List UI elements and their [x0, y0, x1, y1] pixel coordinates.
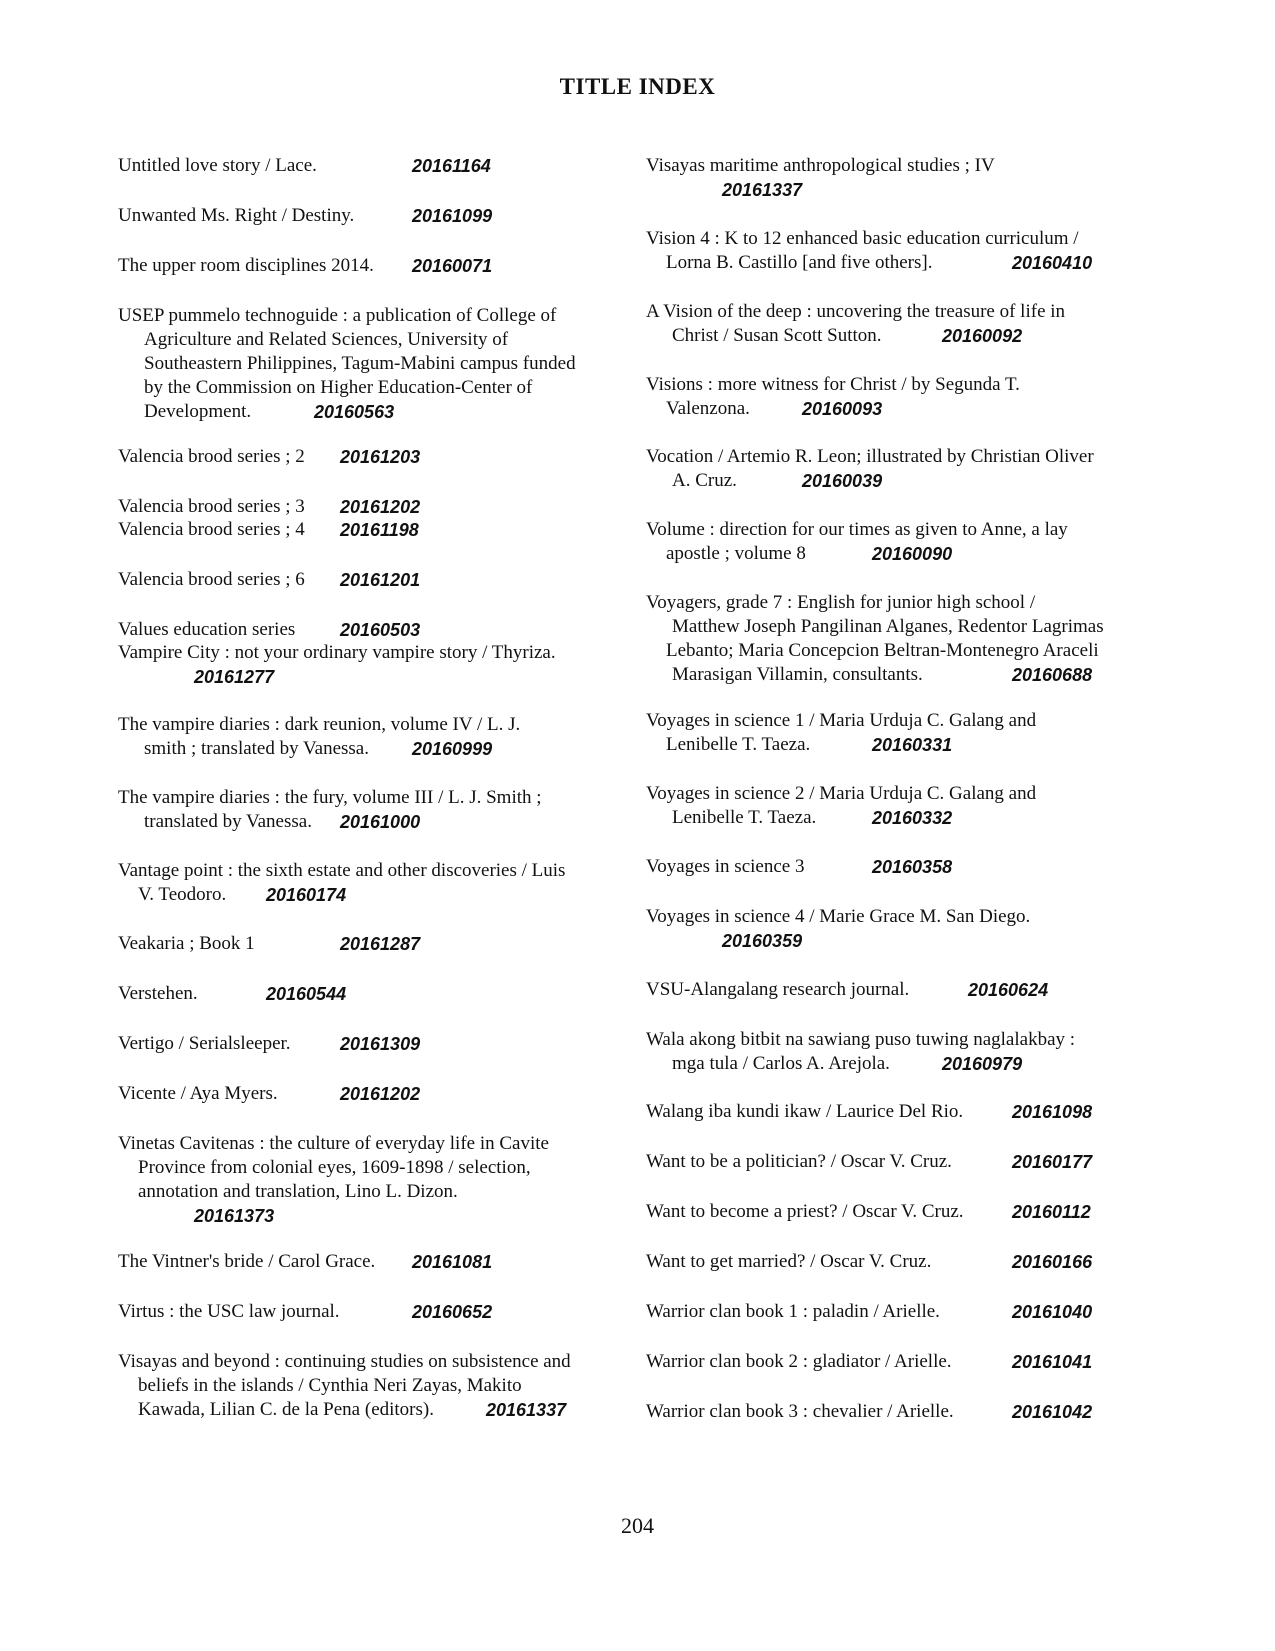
entry-id: 20160688 — [1012, 665, 1093, 685]
entry-title: Valencia brood series ; 3 — [118, 496, 305, 517]
page-number: 204 — [621, 1513, 654, 1538]
entry-title-line — [646, 469, 1094, 493]
entry-title-text: Development. — [144, 401, 252, 422]
entry-id: 20160112 — [1012, 1202, 1091, 1222]
entry-title-line — [646, 733, 1036, 757]
entry-title: Values education series — [118, 619, 296, 640]
entry-title-text: Lorna B. Castillo [and five others]. — [666, 252, 933, 273]
entry-title: The Vintner's bride / Carol Grace. — [118, 1251, 376, 1272]
entry-title-line: Wala akong bitbit na sawiang puso tuwing naglalakbay : — [646, 1029, 1076, 1050]
entry-title-text: Lenibelle T. Taeza. — [672, 807, 817, 828]
index-entry — [646, 591, 1104, 687]
entry-title-line — [646, 397, 1020, 421]
entry-id: 20161201 — [340, 570, 421, 590]
entry-id: 20161287 — [340, 934, 421, 954]
entry-id: 20160331 — [872, 735, 953, 755]
entry-title-line: annotation and translation, Lino L. Dizon. — [138, 1181, 458, 1202]
entry-id: 20161000 — [340, 812, 421, 832]
entry-title: Valencia brood series ; 6 — [118, 569, 305, 590]
entry-title: The upper room disciplines 2014. — [118, 255, 374, 276]
index-entry — [646, 1400, 1093, 1424]
entry-title-line: Visayas and beyond : continuing studies on subsistence and — [118, 1351, 571, 1372]
entry-id: 20160503 — [340, 620, 421, 640]
index-entry — [118, 1132, 549, 1228]
entry-title: Valencia brood series ; 2 — [118, 446, 305, 467]
entry-title-text: apostle ; volume 8 — [666, 543, 806, 564]
entry-title-line — [646, 324, 1065, 348]
index-entry — [646, 1150, 1093, 1174]
entry-title: Warrior clan book 3 : chevalier / Arielle. — [646, 1401, 954, 1422]
index-entry — [646, 1350, 1093, 1374]
entry-id: 20161164 — [412, 156, 491, 176]
entry-title: Untitled love story / Lace. — [118, 155, 317, 176]
entry-id: 20161081 — [412, 1252, 493, 1272]
index-entry — [646, 1100, 1093, 1124]
index-entry — [118, 1032, 421, 1056]
entry-id: 20160979 — [942, 1054, 1023, 1074]
entry-id: 20161202 — [340, 497, 421, 517]
index-entry — [118, 641, 556, 689]
entry-title-line: Voyages in science 2 / Maria Urduja C. Galang and — [646, 783, 1037, 804]
entry-title: Want to become a priest? / Oscar V. Cruz. — [646, 1201, 964, 1222]
entry-title: Valencia brood series ; 4 — [118, 519, 305, 540]
entry-title-line: Vampire City : not your ordinary vampire story / Thyriza. — [118, 642, 556, 663]
index-entry — [646, 905, 1030, 953]
index-entry — [646, 445, 1094, 493]
index-entry — [646, 1300, 1093, 1324]
entry-id: 20160332 — [872, 808, 953, 828]
entry-id: 20160071 — [412, 256, 493, 276]
entry-title-line: Vocation / Artemio R. Leon; illustrated by Christian Oliver — [646, 446, 1094, 467]
index-entry — [118, 1350, 571, 1422]
index-entry — [118, 518, 419, 542]
entry-title-line: Voyages in science 4 / Marie Grace M. San Diego. — [646, 906, 1031, 927]
entry-title-text: Christ / Susan Scott Sutton. — [672, 325, 882, 346]
entry-title-line: The vampire diaries : the fury, volume III / L. J. Smith ; — [118, 787, 542, 808]
entry-title-line: by the Commission on Higher Education-Center of — [144, 377, 533, 398]
entry-title: Warrior clan book 1 : paladin / Arielle. — [646, 1301, 940, 1322]
index-entry — [118, 495, 421, 519]
entry-id: 20160166 — [1012, 1252, 1093, 1272]
index-entry — [118, 618, 421, 642]
entry-title-line: USEP pummelo technoguide : a publication of College of — [118, 305, 557, 326]
index-entry — [646, 978, 1049, 1002]
entry-id: 20160624 — [968, 980, 1049, 1000]
entry-title-line — [118, 400, 576, 424]
entry-id: 20161203 — [340, 447, 421, 467]
index-entry — [118, 713, 520, 761]
entry-id: 20160174 — [266, 885, 347, 905]
entry-id: 20160999 — [412, 739, 493, 759]
entry-title-line — [646, 251, 1093, 275]
entry-title-line: A Vision of the deep : uncovering the treasure of life in — [646, 301, 1066, 322]
entry-title: Verstehen. — [118, 983, 198, 1004]
entry-title-line: Province from colonial eyes, 1609-1898 / selection, — [138, 1157, 531, 1178]
entry-id: 20161309 — [340, 1034, 421, 1054]
entry-title-line: Vision 4 : K to 12 enhanced basic education curriculum / — [646, 228, 1079, 249]
entry-title: Virtus : the USC law journal. — [118, 1301, 340, 1322]
entry-title: Walang iba kundi ikaw / Laurice Del Rio. — [646, 1101, 964, 1122]
entry-title: Want to be a politician? / Oscar V. Cruz. — [646, 1151, 952, 1172]
entry-id: 20161198 — [340, 520, 419, 540]
entry-title-line: Southeastern Philippines, Tagum-Mabini campus funded — [144, 353, 576, 374]
entry-id: 20160093 — [802, 399, 883, 419]
entry-id: 20160563 — [314, 402, 395, 422]
entry-title-line — [118, 883, 565, 907]
entry-title: Warrior clan book 2 : gladiator / Arielle. — [646, 1351, 952, 1372]
entry-title-line: Visayas maritime anthropological studies ; IV — [646, 155, 995, 176]
index-entry — [646, 1250, 1093, 1274]
entry-title-text: mga tula / Carlos A. Arejola. — [672, 1053, 890, 1074]
entry-id: 20161040 — [1012, 1302, 1093, 1322]
entry-title-line: Vantage point : the sixth estate and other discoveries / Luis — [118, 860, 566, 881]
entry-title-text: Kawada, Lilian C. de la Pena (editors). — [138, 1399, 434, 1420]
entry-title-text: Marasigan Villamin, consultants. — [672, 664, 923, 685]
index-entry — [646, 1028, 1075, 1076]
entry-title-line: Voyagers, grade 7 : English for junior high school / — [646, 592, 1036, 613]
entry-title: Want to get married? / Oscar V. Cruz. — [646, 1251, 932, 1272]
entry-id: 20161337 — [486, 1400, 567, 1420]
entry-title-line: beliefs in the islands / Cynthia Neri Zayas, Makito — [138, 1375, 522, 1396]
entry-title: Veakaria ; Book 1 — [118, 933, 255, 954]
entry-title-line: Volume : direction for our times as given to Anne, a lay — [646, 519, 1068, 540]
entry-title-line: The vampire diaries : dark reunion, volume IV / L. J. — [118, 714, 521, 735]
entry-title: Vertigo / Serialsleeper. — [118, 1033, 291, 1054]
index-entry — [646, 373, 1020, 421]
entry-id: 20160410 — [1012, 253, 1093, 273]
index-entry — [118, 445, 421, 469]
entry-title-text: V. Teodoro. — [138, 884, 227, 905]
entry-id: 20160358 — [872, 857, 953, 877]
index-entry — [118, 786, 542, 834]
index-entry — [118, 982, 347, 1006]
entry-title-line — [646, 1052, 1075, 1076]
entry-title-line — [646, 806, 1036, 830]
index-entry — [646, 855, 953, 879]
entry-title-line: Agriculture and Related Sciences, University of — [144, 329, 509, 350]
index-entry — [646, 782, 1036, 830]
index-entry — [646, 518, 1068, 566]
entry-title-text: A. Cruz. — [672, 470, 737, 491]
index-entry — [118, 154, 491, 178]
entry-title: Unwanted Ms. Right / Destiny. — [118, 205, 355, 226]
index-entry — [118, 1082, 421, 1106]
entry-title-line: Matthew Joseph Pangilinan Alganes, Redentor Lagrimas — [672, 616, 1104, 637]
entry-id: 20161099 — [412, 206, 493, 226]
entry-id: 20161337 — [722, 180, 803, 200]
entry-id: 20160359 — [722, 931, 803, 951]
index-entry — [646, 227, 1093, 275]
entry-id: 20160092 — [942, 326, 1023, 346]
entry-title-text: Lenibelle T. Taeza. — [666, 734, 811, 755]
entry-id: 20161041 — [1012, 1352, 1093, 1372]
entry-title: Voyages in science 3 — [646, 856, 805, 877]
index-entry — [118, 204, 493, 228]
entry-id: 20160652 — [412, 1302, 493, 1322]
entry-id: 20160039 — [802, 471, 883, 491]
entry-title-line: Vinetas Cavitenas : the culture of everyday life in Cavite — [118, 1133, 549, 1154]
entry-title-line — [118, 1398, 571, 1422]
entry-title-text: Valenzona. — [666, 398, 750, 419]
entry-title-line — [118, 737, 520, 761]
entry-id: 20161202 — [340, 1084, 421, 1104]
entry-title-line: Lebanto; Maria Concepcion Beltran-Montenegro Araceli — [666, 640, 1099, 661]
entry-title: VSU-Alangalang research journal. — [646, 979, 910, 1000]
entry-id: 20161042 — [1012, 1402, 1093, 1422]
entry-title-line: Visions : more witness for Christ / by Segunda T. — [646, 374, 1020, 395]
entry-title-line — [646, 542, 1068, 566]
index-entry — [646, 154, 995, 202]
index-entry — [118, 254, 493, 278]
index-entry — [646, 1200, 1091, 1224]
index-entry — [646, 300, 1065, 348]
entry-title-line: Voyages in science 1 / Maria Urduja C. Galang and — [646, 710, 1037, 731]
index-entry — [118, 304, 576, 424]
index-entry — [118, 1300, 493, 1324]
index-entry — [118, 1250, 493, 1274]
page-title: TITLE INDEX — [559, 74, 716, 99]
entry-id: 20160090 — [872, 544, 953, 564]
entry-title-text: translated by Vanessa. — [144, 811, 312, 832]
entry-title: Vicente / Aya Myers. — [118, 1083, 278, 1104]
entry-title-line — [118, 810, 542, 834]
entry-title-text: smith ; translated by Vanessa. — [144, 738, 369, 759]
entry-id: 20160544 — [266, 984, 347, 1004]
index-entry — [118, 568, 421, 592]
entry-id: 20161277 — [194, 667, 275, 687]
index-entry — [118, 859, 565, 907]
index-entry — [118, 932, 421, 956]
entry-id: 20160177 — [1012, 1152, 1093, 1172]
index-entry — [646, 709, 1036, 757]
entry-id: 20161098 — [1012, 1102, 1093, 1122]
entry-id: 20161373 — [194, 1206, 275, 1226]
entry-title-line — [646, 663, 1104, 687]
